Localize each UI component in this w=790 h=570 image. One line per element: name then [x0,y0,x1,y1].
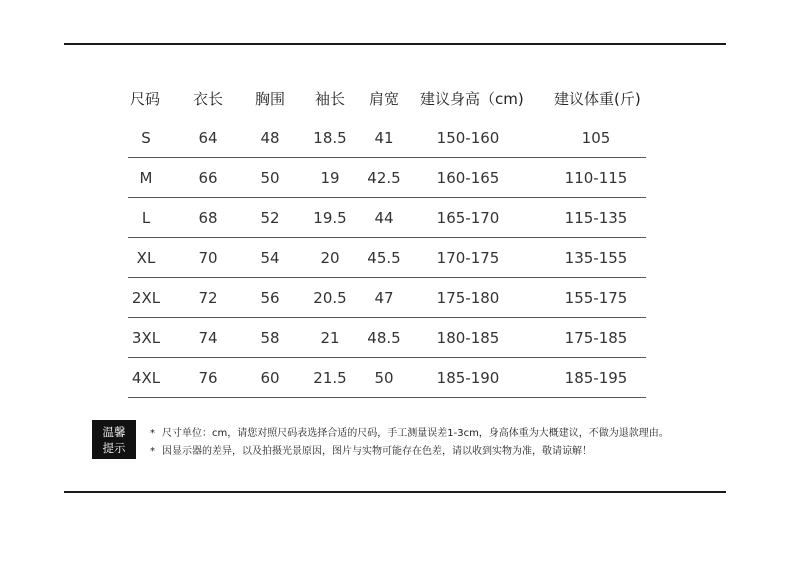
notice-item [150,424,669,439]
cell-shoulder: 45.5 [367,248,401,267]
bullet-marker: * [150,446,155,457]
cell-sleeve: 18.5 [313,128,347,147]
notice-text: 因显示器的差异，以及拍摄光景原因，图片与实物可能存在色差，请以收到实物为准，敬请谅解！ [162,446,592,457]
cell-size: 2XL [131,288,161,307]
cell-weight: 115-135 [564,208,628,227]
cell-sleeve: 20.5 [313,288,347,307]
cell-height: 175-180 [436,288,500,307]
bottom-divider [64,491,726,493]
cell-sleeve: 19 [320,168,340,187]
table-row [128,278,646,318]
cell-weight: 185-195 [564,368,628,387]
table-row [128,158,646,198]
notice-item [150,442,592,457]
header-height: 建议身高（cm) [420,89,524,108]
cell-length: 74 [198,328,218,347]
cell-weight: 105 [581,128,611,147]
cell-chest: 48 [260,128,280,147]
notice-text: 尺寸单位：cm，请您对照尺码表选择合适的尺码，手工测量误差1-3cm，身高体重为大概建议，不做为退款理由。 [162,428,669,439]
cell-length: 68 [198,208,218,227]
header-weight: 建议体重(斤) [554,89,641,108]
header-shoulder: 肩宽 [368,89,399,108]
cell-chest: 58 [260,328,280,347]
header-chest: 胸围 [254,89,285,108]
notice-badge-line1: 温馨 [102,424,126,439]
cell-length: 66 [198,168,218,187]
cell-sleeve: 21.5 [313,368,347,387]
table-row [128,318,646,358]
cell-sleeve: 20 [320,248,340,267]
bullet-marker: * [150,428,155,439]
cell-height: 170-175 [436,248,500,267]
cell-weight: 155-175 [564,288,628,307]
cell-height: 160-165 [436,168,500,187]
table-row [128,358,646,398]
cell-weight: 175-185 [564,328,628,347]
cell-shoulder: 44 [374,208,394,227]
cell-weight: 135-155 [564,248,628,267]
cell-chest: 50 [260,168,280,187]
cell-length: 72 [198,288,218,307]
cell-weight: 110-115 [564,168,628,187]
cell-height: 185-190 [436,368,500,387]
header-size: 尺码 [130,89,161,108]
cell-size: M [139,168,153,187]
cell-shoulder: 47 [374,288,394,307]
size-chart-table [128,78,646,398]
cell-size: S [141,128,151,147]
cell-length: 70 [198,248,218,267]
cell-size: 3XL [131,328,161,347]
cell-chest: 60 [260,368,280,387]
table-row [128,118,646,158]
cell-shoulder: 41 [374,128,394,147]
header-length: 衣长 [192,89,223,108]
cell-shoulder: 50 [374,368,394,387]
cell-chest: 54 [260,248,280,267]
notice-badge-line2: 提示 [102,440,126,455]
cell-sleeve: 21 [320,328,340,347]
cell-height: 150-160 [436,128,500,147]
table-row [128,198,646,238]
notice-badge [92,420,136,459]
cell-height: 165-170 [436,208,500,227]
table-header-row [128,78,646,118]
cell-size: 4XL [131,368,161,387]
cell-shoulder: 48.5 [367,328,401,347]
cell-height: 180-185 [436,328,500,347]
table-row [128,238,646,278]
cell-length: 76 [198,368,218,387]
top-divider [64,43,726,45]
cell-size: XL [136,248,156,267]
cell-chest: 56 [260,288,280,307]
cell-sleeve: 19.5 [313,208,347,227]
cell-size: L [141,208,151,227]
header-sleeve: 袖长 [314,89,345,108]
cell-shoulder: 42.5 [367,168,401,187]
cell-chest: 52 [260,208,280,227]
cell-length: 64 [198,128,218,147]
